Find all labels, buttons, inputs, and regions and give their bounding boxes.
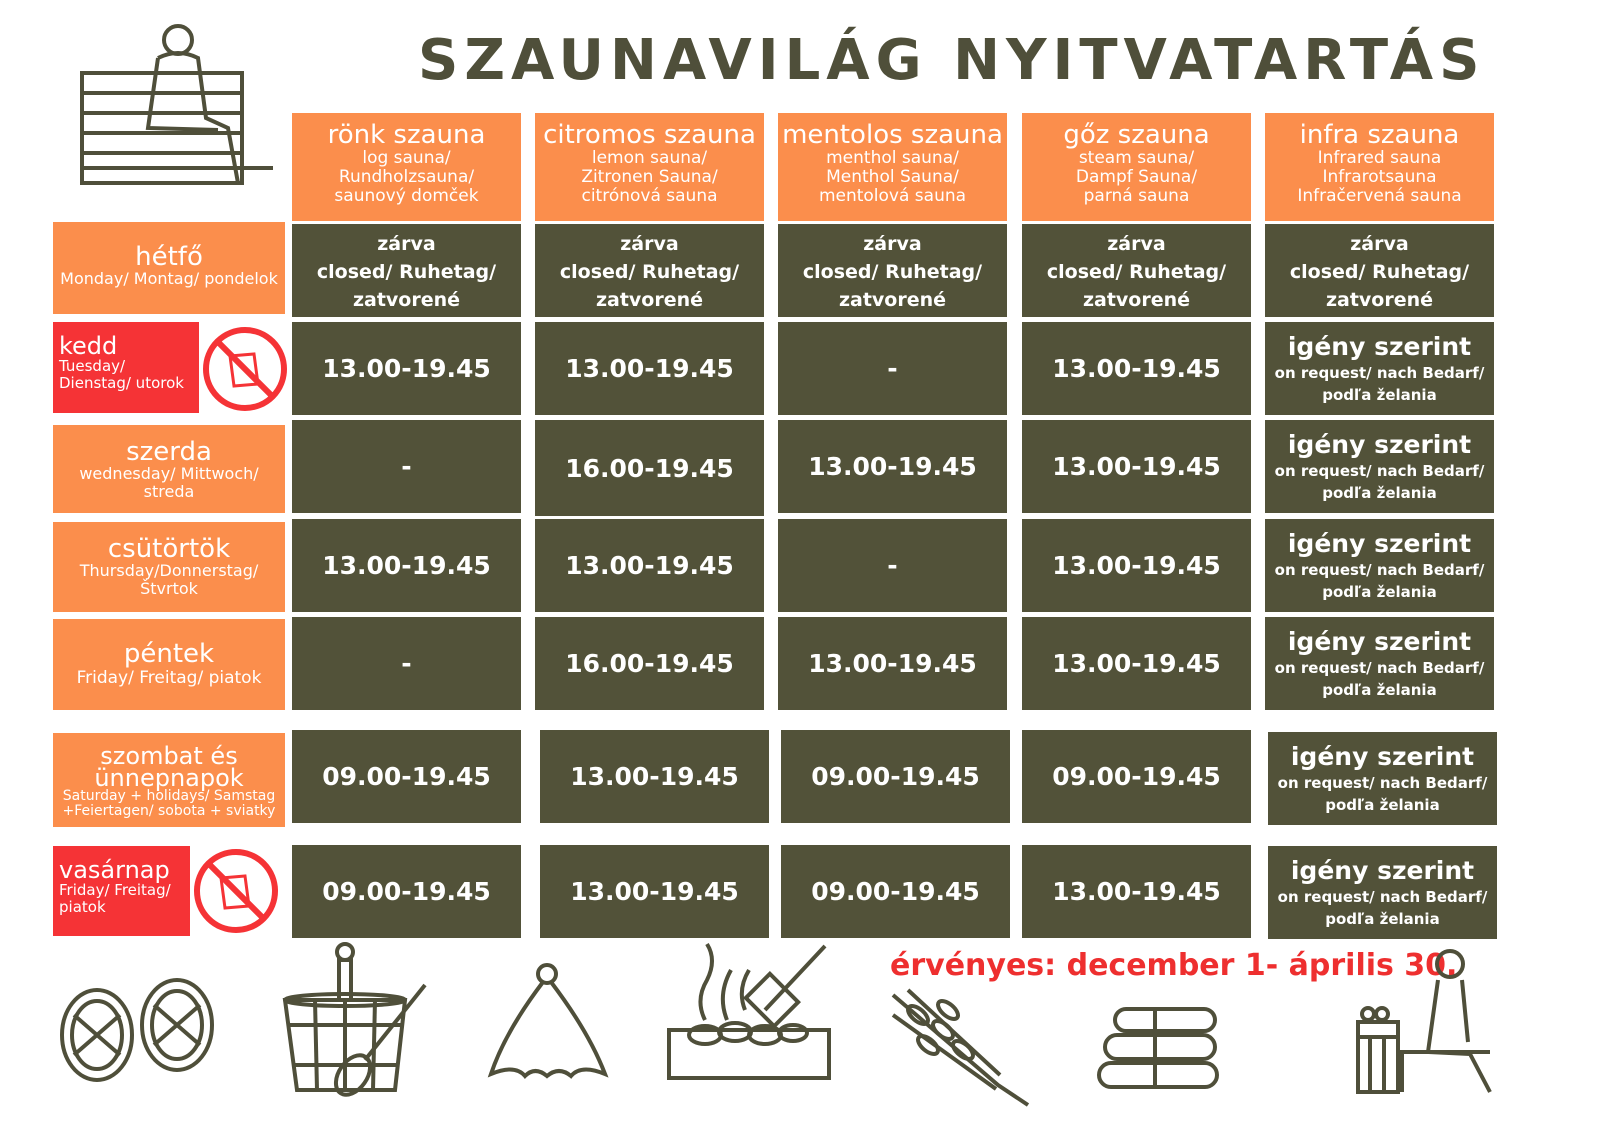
cell-hours: 13.00-19.45 — [292, 519, 521, 612]
cell-hours: 13.00-19.45 — [1022, 617, 1251, 710]
no-towel-sign-icon — [193, 848, 279, 934]
cell-closed: zárva closed/ Ruhetag/ zatvorené — [1265, 224, 1494, 317]
cell-hours: 13.00-19.45 — [1022, 845, 1251, 938]
cell-hours: 13.00-19.45 — [1022, 420, 1251, 513]
cell-hours: 13.00-19.45 — [540, 730, 769, 823]
sauna-header-citromos: citromos szauna lemon sauna/ Zitronen Sauna/ citrónová sauna — [535, 113, 764, 221]
day-sunday: vasárnap Friday/ Freitag/ piatok — [53, 846, 190, 936]
cell-hours: 09.00-19.45 — [1022, 730, 1251, 823]
cell-hours: 09.00-19.45 — [292, 845, 521, 938]
cell-hours: 13.00-19.45 — [1022, 322, 1251, 415]
sauna-header-ronk: rönk szauna log sauna/ Rundholzsauna/ saunový domček — [292, 113, 521, 221]
cell-closed: zárva closed/ Ruhetag/ zatvorené — [778, 224, 1007, 317]
cell-on-request: igény szerint on request/ nach Bedarf/ podľa želania — [1265, 617, 1494, 710]
cell-hours: 13.00-19.45 — [535, 519, 764, 612]
cell-hours: 13.00-19.45 — [540, 845, 769, 938]
sauna-stones-icon — [665, 940, 833, 1080]
cell-on-request: igény szerint on request/ nach Bedarf/ podľa želania — [1265, 322, 1494, 415]
sauna-person-icon — [78, 18, 278, 188]
cell-hours: 13.00-19.45 — [778, 617, 1007, 710]
cell-on-request: igény szerint on request/ nach Bedarf/ podľa želania — [1265, 420, 1494, 513]
sauna-header-mentolos: mentolos szauna menthol sauna/ Menthol Sauna/ mentolová sauna — [778, 113, 1007, 221]
cell-hours: 13.00-19.45 — [535, 322, 764, 415]
cell-hours: 13.00-19.45 — [292, 322, 521, 415]
cell-hours: - — [778, 322, 1007, 415]
cell-hours: 16.00-19.45 — [535, 420, 764, 516]
cell-hours: 09.00-19.45 — [292, 730, 521, 823]
day-tuesday: kedd Tuesday/ Dienstag/ utorok — [53, 322, 199, 413]
no-towel-sign-icon — [202, 326, 288, 412]
cell-closed: zárva closed/ Ruhetag/ zatvorené — [1022, 224, 1251, 317]
cell-on-request: igény szerint on request/ nach Bedarf/ podľa želania — [1265, 519, 1494, 612]
cell-on-request: igény szerint on request/ nach Bedarf/ podľa želania — [1268, 846, 1497, 939]
validity-note: érvényes: december 1- április 30. — [890, 948, 1458, 983]
day-saturday: szombat és ünnepnapok Saturday + holidays/ Samstag +Feiertagen/ sobota + sviatky — [53, 733, 285, 827]
slippers-icon — [52, 975, 222, 1085]
day-wednesday: szerda wednesday/ Mittwoch/ streda — [53, 425, 285, 513]
cell-hours: - — [778, 519, 1007, 612]
sauna-header-infra: infra szauna Infrared sauna Infrarotsauna Infračervená sauna — [1265, 113, 1494, 221]
sauna-bucket-icon — [275, 940, 435, 1100]
cell-hours: 09.00-19.45 — [781, 845, 1010, 938]
towels-icon — [1095, 1005, 1225, 1090]
cell-closed: zárva closed/ Ruhetag/ zatvorené — [535, 224, 764, 317]
day-friday: péntek Friday/ Freitag/ piatok — [53, 619, 285, 710]
cell-on-request: igény szerint on request/ nach Bedarf/ podľa želania — [1268, 732, 1497, 825]
sauna-header-goz: gőz szauna steam sauna/ Dampf Sauna/ parná sauna — [1022, 113, 1251, 221]
sauna-hat-icon — [485, 962, 610, 1080]
page-title: SZAUNAVILÁG NYITVATARTÁS — [418, 28, 1486, 93]
cell-hours: 16.00-19.45 — [535, 617, 764, 710]
cell-hours: 13.00-19.45 — [778, 420, 1007, 513]
birch-whisk-icon — [888, 985, 1038, 1110]
cell-hours: 09.00-19.45 — [781, 730, 1010, 823]
cell-closed: zárva closed/ Ruhetag/ zatvorené — [292, 224, 521, 317]
cell-hours: - — [292, 617, 521, 710]
cell-hours: - — [292, 420, 521, 513]
relaxing-person-icon — [1350, 942, 1495, 1097]
cell-hours: 13.00-19.45 — [1022, 519, 1251, 612]
day-thursday: csütörtök Thursday/Donnerstag/ Štvrtok — [53, 522, 285, 612]
day-monday: hétfő Monday/ Montag/ pondelok — [53, 222, 285, 314]
